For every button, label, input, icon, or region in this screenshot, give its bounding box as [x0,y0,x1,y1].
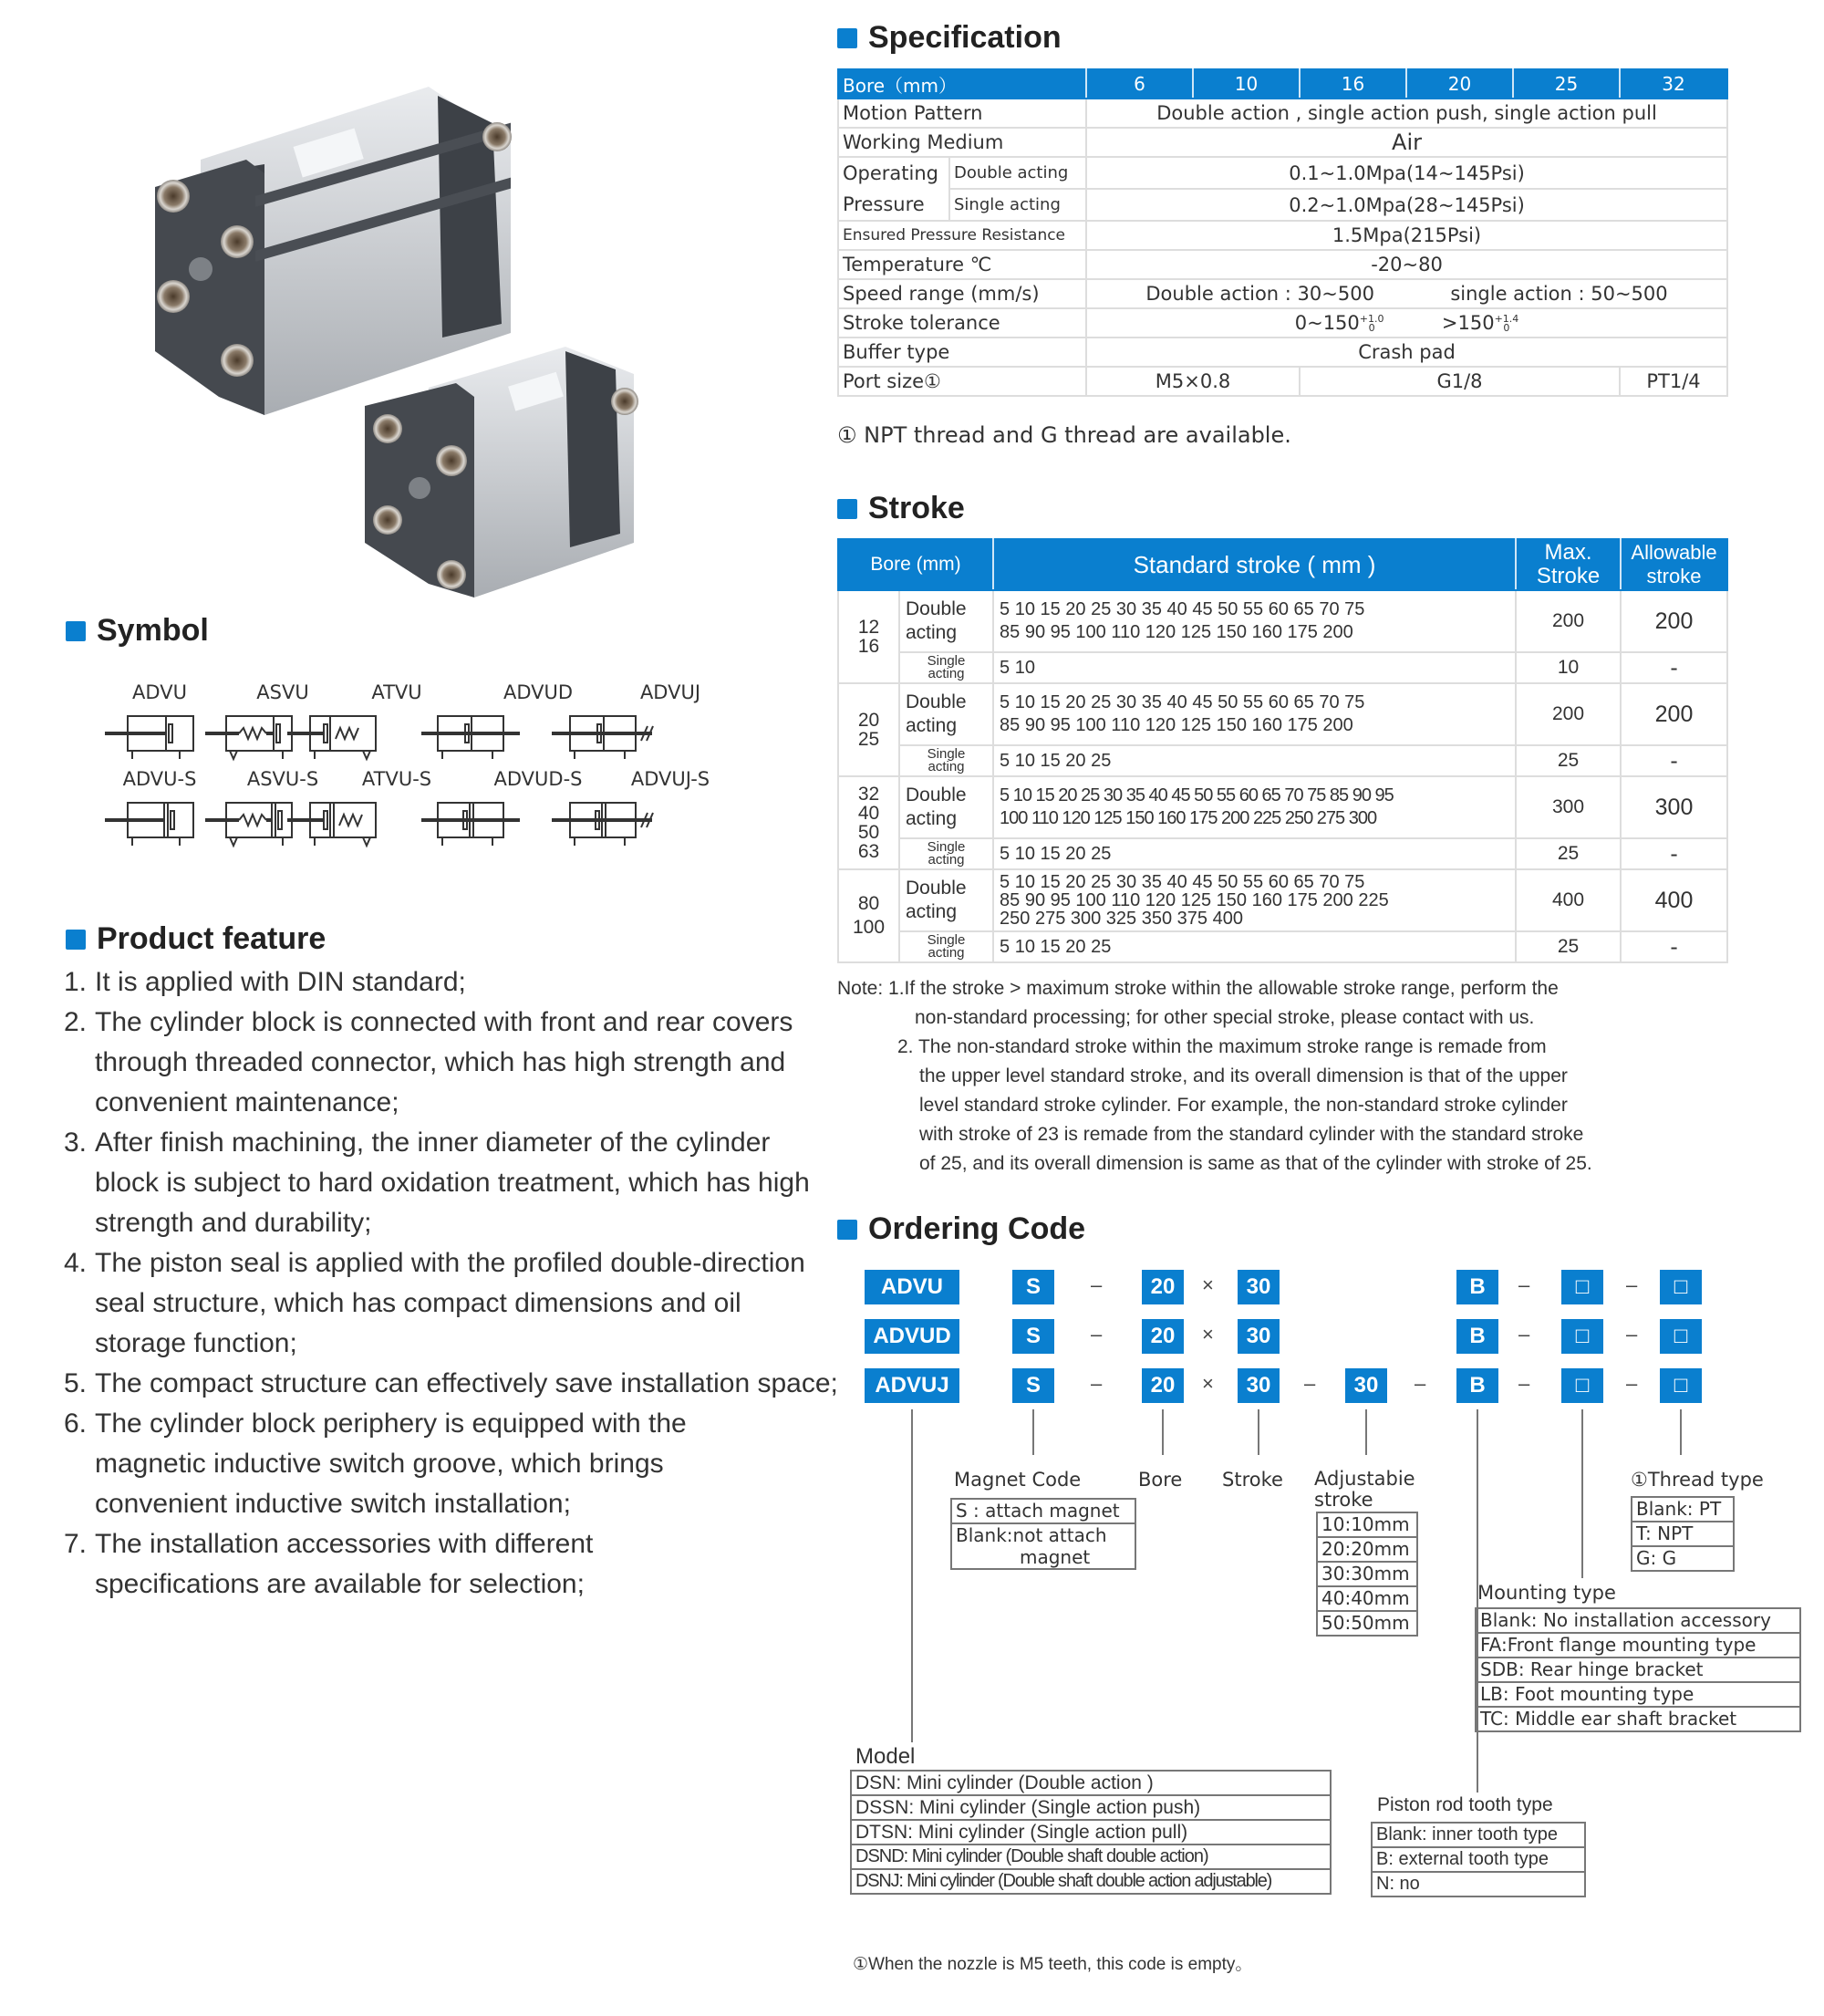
type-line: Single [927,839,966,855]
option: Blank: No installation accessory [1476,1608,1800,1633]
option: SDB: Rear hinge bracket [1476,1657,1800,1682]
bore-value: 50 [857,822,880,843]
spec-value: M5×0.8 [1086,367,1300,396]
bore-header: Bore (mm) [838,539,993,590]
connector-line [1162,1409,1164,1455]
spec-row [838,250,1727,279]
spec-value [1086,308,1727,338]
bore-value: 6 [1086,69,1193,99]
allowable-stroke-cell: - [1621,745,1727,776]
std-stroke-cell: 5 10 [993,652,1516,683]
spec-label: Working Medium [838,128,1086,157]
dash-separator: – [1518,1372,1530,1395]
bore-value: 32 [1620,69,1727,99]
bore-value: 32 [857,784,880,805]
option: 10:10mm [1317,1512,1417,1537]
stroke-row [838,931,1727,962]
adjustable-options-table [1316,1512,1418,1637]
type-cell [899,745,993,776]
type-cell [899,590,993,652]
thread-code-box: □ [1660,1270,1702,1304]
magnet-code-label: Magnet Code [954,1469,1082,1491]
dash-separator: – [1626,1273,1638,1296]
tolerance-b [1442,312,1518,334]
max-stroke-cell: 200 [1516,590,1621,652]
type-cell [899,652,993,683]
feature-item: 1. It is applied with DIN standard; [64,967,466,997]
stroke-row [838,683,1727,745]
type-line: Double [906,691,967,712]
mount-code-box: □ [1561,1319,1603,1354]
bore-value: 16 [857,636,880,657]
stroke-title: Stroke [837,491,965,526]
note-line: non-standard processing; for other special stroke, please contact with us. [915,1007,1535,1028]
spec-row [838,99,1727,128]
spec-value: -20~80 [1086,250,1727,279]
option: DSNJ: Mini cylinder (Double shaft double action adjustable) [851,1869,1331,1894]
mount-code-box: □ [1561,1368,1603,1403]
symbol-label: ADVUD [503,681,574,703]
stroke-line: 100 110 120 125 150 160 175 200 225 250 275 300 [1000,808,1377,828]
dash-separator: – [1518,1273,1530,1296]
std-stroke-cell [993,683,1516,745]
magnet-code-box: S [1012,1319,1054,1354]
stroke-table [837,538,1728,963]
max-stroke-cell: 200 [1516,683,1621,745]
magnet-code-box: S [1012,1368,1054,1403]
model-label: Model [855,1744,916,1769]
speed-single: single action : 50~500 [1450,283,1668,305]
section-marker-icon [66,621,86,641]
option-line: Blank:not attach [956,1524,1107,1546]
symbol-label: ADVUJ-S [630,768,710,790]
symbol-label: ASVU [256,681,309,703]
spec-row [838,128,1727,157]
stroke-row [838,652,1727,683]
option: T: NPT [1632,1522,1734,1546]
std-stroke-cell: 5 10 15 20 25 [993,745,1516,776]
stroke-line: 85 90 95 100 110 120 125 150 160 175 200 225 [1000,890,1389,910]
rod-code-box: B [1456,1270,1498,1304]
type-line: acting [928,759,965,774]
dash-separator: – [1626,1323,1638,1346]
option [951,1523,1135,1569]
specification-title: Specification [837,20,1062,56]
bore-cell [838,590,899,683]
spec-value: Double action , single action push, single action pull [1086,99,1727,128]
connector-line [1258,1409,1259,1455]
std-stroke-cell: 5 10 15 20 25 [993,838,1516,869]
bore-value: 16 [1300,69,1406,99]
header-line: stroke [1646,565,1702,587]
speed-double: Double action : 30~500 [1145,283,1374,305]
rod-code-box: B [1456,1368,1498,1403]
cylinder-symbol-atvu [287,716,376,759]
adjustable-stroke-label [1314,1469,1415,1511]
cylinder-symbol-advu-s [105,803,193,846]
large-cylinder [155,87,512,415]
type-line: acting [906,715,958,736]
tolerance-upper: +1.0 [1359,313,1384,325]
bore-value: 100 [852,917,886,938]
stroke-line: 5 10 15 20 25 30 35 40 45 50 55 60 65 70 75 85 90 95 [1000,785,1394,805]
type-cell [899,869,993,931]
spec-footnote: ① NPT thread and G thread are available. [837,422,1291,448]
spec-label: Stroke tolerance [838,308,1086,338]
note-line: 2. The non-standard stroke within the maximum stroke range is remade from [897,1036,1547,1057]
std-stroke-cell [993,776,1516,838]
note-line: the upper level standard stroke, and its overall dimension is that of the upper [919,1065,1568,1086]
stroke-code-box: 30 [1238,1319,1280,1354]
option: DTSN: Mini cylinder (Single action pull) [851,1820,1331,1845]
mount-code-box: □ [1561,1270,1603,1304]
spec-value: 1.5Mpa(215Psi) [1086,221,1727,250]
allowable-stroke-cell: 200 [1621,590,1727,652]
spec-label: Motion Pattern [838,99,1086,128]
times-separator: × [1202,1273,1214,1296]
bore-value: 12 [857,617,880,638]
stroke-header-row [838,539,1727,590]
bore-value: 80 [857,893,880,914]
option: DSND: Mini cylinder (Double shaft double action) [851,1845,1331,1869]
model-code-box: ADVU [865,1270,959,1304]
tolerance-a [1295,312,1384,334]
type-line: acting [906,808,958,829]
section-marker-icon [837,499,857,519]
thread-code-box: □ [1660,1368,1702,1403]
label-line: Adjustabie [1314,1468,1415,1490]
stroke-row [838,745,1727,776]
option: Blank: inner tooth type [1372,1823,1585,1847]
mounting-options-table [1475,1607,1801,1732]
stroke-line: 5 10 15 20 25 30 35 40 45 50 55 60 65 70 75 [1000,872,1365,892]
stroke-row [838,838,1727,869]
ordering-footnote: ①When the nozzle is M5 teeth, this code is empty。 [853,1955,1253,1974]
spec-value [1086,279,1727,308]
option: B: external tooth type [1372,1847,1585,1872]
type-line: Double [906,785,967,805]
header-line: Allowable [1631,541,1717,564]
spec-header-row [838,69,1727,99]
spec-value: 0.2~1.0Mpa(28~145Psi) [1086,189,1727,221]
spec-row [838,157,1727,189]
note-line: of 25, and its overall dimension is same as that of the cylinder with stroke of 25. [919,1153,1592,1174]
bore-value: 25 [1513,69,1620,99]
piston-rod-label: Piston rod tooth type [1377,1794,1553,1815]
spec-row [838,367,1727,396]
cylinder-symbol-advuj-s [552,803,653,846]
max-stroke-cell: 25 [1516,838,1621,869]
bore-value: 40 [857,803,880,824]
model-options-table [850,1770,1332,1895]
symbol-label: ATVU-S [361,768,432,790]
symbol-title: Symbol [66,613,209,649]
symbol-label: ADVUD-S [493,768,583,790]
allowable-stroke-cell: 300 [1621,776,1727,838]
bore-value: 20 [857,710,880,731]
type-cell [899,683,993,745]
operating-label: Operating [843,162,938,184]
section-marker-icon [66,930,86,950]
small-cylinder [365,347,638,598]
magnet-code-box: S [1012,1270,1054,1304]
product-photo [128,87,720,616]
features-title: Product feature [66,921,326,957]
feature-item: 6. The cylinder block periphery is equipped with the magnetic inductive switch groove, which brings convenient inductive switch installation; [64,1408,687,1519]
type-line: acting [928,945,965,961]
note-line: Note: 1.If the stroke > maximum stroke within the allowable stroke range, perform the [837,978,1559,999]
type-line: Single [927,653,966,669]
symbol-label: ATVU [371,681,422,703]
header-line: Stroke [1536,564,1601,588]
tolerance-lower: 0 [1503,322,1510,334]
specification-table [837,68,1728,397]
adjustable-code-box: 30 [1345,1368,1387,1403]
option: S : attach magnet [951,1499,1135,1523]
dash-separator: – [1626,1372,1638,1395]
bore-value: 25 [857,729,880,750]
option: N: no [1372,1872,1585,1896]
feature-item: 4. The piston seal is applied with the profiled double-direction seal structure, which has compact dimensions and oil storage function; [64,1248,805,1358]
cylinder-symbol-asvu-s [205,803,292,846]
type-line: Double [906,878,967,899]
max-stroke-cell: 25 [1516,745,1621,776]
option: LB: Foot mounting type [1476,1682,1800,1707]
feature-list [64,962,839,1605]
bore-value: 10 [1193,69,1300,99]
spec-sublabel: Single acting [949,189,1086,221]
feature-item: 7. The installation accessories with different specifications are available for selection; [64,1529,594,1599]
allowable-stroke-cell: - [1621,652,1727,683]
stroke-code-box: 30 [1238,1368,1280,1403]
option: 40:40mm [1317,1586,1417,1611]
model-code-box: ADVUD [865,1319,959,1354]
spec-row [838,189,1727,221]
spec-label [838,157,949,221]
type-cell [899,838,993,869]
section-marker-icon [837,1220,857,1240]
standard-stroke-header: Standard stroke ( mm ) [993,539,1516,590]
option-line: magnet [1020,1546,1091,1568]
spec-row [838,221,1727,250]
allowable-stroke-cell: 200 [1621,683,1727,745]
option: 30:30mm [1317,1562,1417,1586]
stroke-line: 5 10 15 20 25 30 35 40 45 50 55 60 65 70 75 [1000,692,1365,712]
header-line: Max. [1544,540,1592,565]
ordering-code-title: Ordering Code [837,1211,1085,1247]
symbol-label: ADVU [132,681,187,703]
allowable-stroke-header [1621,539,1727,590]
thread-type-label: ①Thread type [1631,1469,1764,1491]
connector-line [1365,1409,1367,1455]
option: 50:50mm [1317,1611,1417,1636]
std-stroke-cell: 5 10 15 20 25 [993,931,1516,962]
option: G: G [1632,1546,1734,1571]
thread-options-table [1631,1496,1735,1572]
type-line: Single [927,932,966,948]
option: FA:Front flange mounting type [1476,1633,1800,1657]
bore-cell [838,869,899,962]
max-stroke-cell: 300 [1516,776,1621,838]
spec-sublabel: Double acting [949,157,1086,189]
max-stroke-cell: 10 [1516,652,1621,683]
max-stroke-header [1516,539,1621,590]
type-line: acting [906,622,958,643]
dash-separator: – [1091,1372,1103,1395]
dash-separator: – [1304,1372,1316,1395]
connector-line [1680,1409,1682,1455]
feature-item: 5. The compact structure can effectively save installation space; [64,1368,838,1398]
option: 20:20mm [1317,1537,1417,1562]
bore-label: Bore [1138,1469,1183,1491]
bore-value: 63 [857,841,880,862]
option: TC: Middle ear shaft bracket [1476,1707,1800,1731]
spec-label: Speed range (mm/s) [838,279,1086,308]
label-line: stroke [1314,1489,1373,1511]
spec-value: G1/8 [1300,367,1620,396]
cylinder-symbol-advud [421,716,520,759]
stroke-code-box: 30 [1238,1270,1280,1304]
tolerance-base: >150 [1441,312,1495,334]
symbol-label: ADVUJ [639,681,701,703]
stroke-row [838,590,1727,652]
option: DSSN: Mini cylinder (Single action push) [851,1795,1331,1820]
dash-separator: – [1091,1273,1103,1296]
connector-line [911,1409,913,1742]
max-stroke-cell: 25 [1516,931,1621,962]
allowable-stroke-cell: - [1621,838,1727,869]
note-line: with stroke of 23 is remade from the standard cylinder with the standard stroke [919,1124,1584,1145]
feature-item: 3. After finish machining, the inner diameter of the cylinder block is subject to hard oxidation treatment, which has high strength and durability; [64,1128,810,1238]
type-line: acting [928,852,965,868]
bore-cell [838,683,899,776]
allowable-stroke-cell: 400 [1621,869,1727,931]
feature-item: 2. The cylinder block is connected with front and rear covers through threaded connector, which has high strength and convenient maintenance; [64,1007,793,1117]
stroke-row [838,869,1727,931]
note-line: level standard stroke cylinder. For example, the non-standard stroke cylinder [919,1095,1568,1116]
bore-code-box: 20 [1142,1368,1184,1403]
spec-row [838,338,1727,367]
stroke-row [838,776,1727,838]
mounting-type-label: Mounting type [1477,1582,1616,1604]
tolerance-lower: 0 [1368,322,1375,334]
bore-header: Bore（mm） [838,69,1086,99]
spec-row [838,279,1727,308]
stroke-line: 250 275 300 325 350 375 400 [1000,909,1243,929]
dash-separator: – [1518,1323,1530,1346]
type-line: Double [906,598,967,619]
spec-label: Ensured Pressure Resistance [838,221,1086,250]
spec-value: Air [1086,128,1727,157]
max-stroke-cell: 400 [1516,869,1621,931]
symbol-label: ADVU-S [122,768,197,790]
tolerance-base: 0~150 [1294,312,1360,334]
option: DSN: Mini cylinder (Double action ) [851,1771,1331,1795]
std-stroke-cell [993,590,1516,652]
times-separator: × [1202,1372,1214,1395]
rod-code-box: B [1456,1319,1498,1354]
type-cell [899,776,993,838]
type-line: Single [927,746,966,762]
tolerance-upper: +1.4 [1494,313,1519,325]
type-line: acting [928,666,965,681]
dash-separator: – [1415,1372,1426,1395]
model-code-box: ADVUJ [865,1368,959,1403]
stroke-line: 85 90 95 100 110 120 125 150 160 175 200 [1000,622,1353,642]
cylinder-symbol-atvu-s [287,803,376,846]
bore-code-box: 20 [1142,1319,1184,1354]
std-stroke-cell [993,869,1516,931]
magnet-options-table [950,1498,1136,1570]
spec-value: Crash pad [1086,338,1727,367]
bore-value: 20 [1406,69,1513,99]
cylinder-symbol-advuj [552,716,653,759]
symbol-label: ASVU-S [246,768,319,790]
spec-value: PT1/4 [1620,367,1727,396]
spec-label: Buffer type [838,338,1086,367]
pressure-label: Pressure [843,193,925,215]
allowable-stroke-cell: - [1621,931,1727,962]
section-marker-icon [837,28,857,48]
cylinder-symbol-advud-s [421,803,520,846]
stroke-line: 5 10 15 20 25 30 35 40 45 50 55 60 65 70 75 [1000,599,1365,619]
bore-cell [838,776,899,869]
type-line: acting [906,901,958,922]
piston-options-table [1371,1822,1586,1897]
spec-value: 0.1~1.0Mpa(14~145Psi) [1086,157,1727,189]
cylinder-symbol-asvu [205,716,292,759]
symbol-diagrams [91,702,748,848]
spec-row [838,308,1727,338]
connector-line [1032,1409,1034,1455]
option: Blank: PT [1632,1497,1734,1522]
bore-code-box: 20 [1142,1270,1184,1304]
type-cell [899,931,993,962]
spec-label: Temperature ℃ [838,250,1086,279]
connector-line [1581,1409,1583,1578]
times-separator: × [1202,1323,1214,1346]
stroke-line: 85 90 95 100 110 120 125 150 160 175 200 [1000,715,1353,735]
dash-separator: – [1091,1323,1103,1346]
stroke-note [837,974,1592,1179]
cylinder-symbol-advu [105,716,193,759]
thread-code-box: □ [1660,1319,1702,1354]
spec-label: Port size① [838,367,1086,396]
stroke-label: Stroke [1222,1469,1283,1491]
